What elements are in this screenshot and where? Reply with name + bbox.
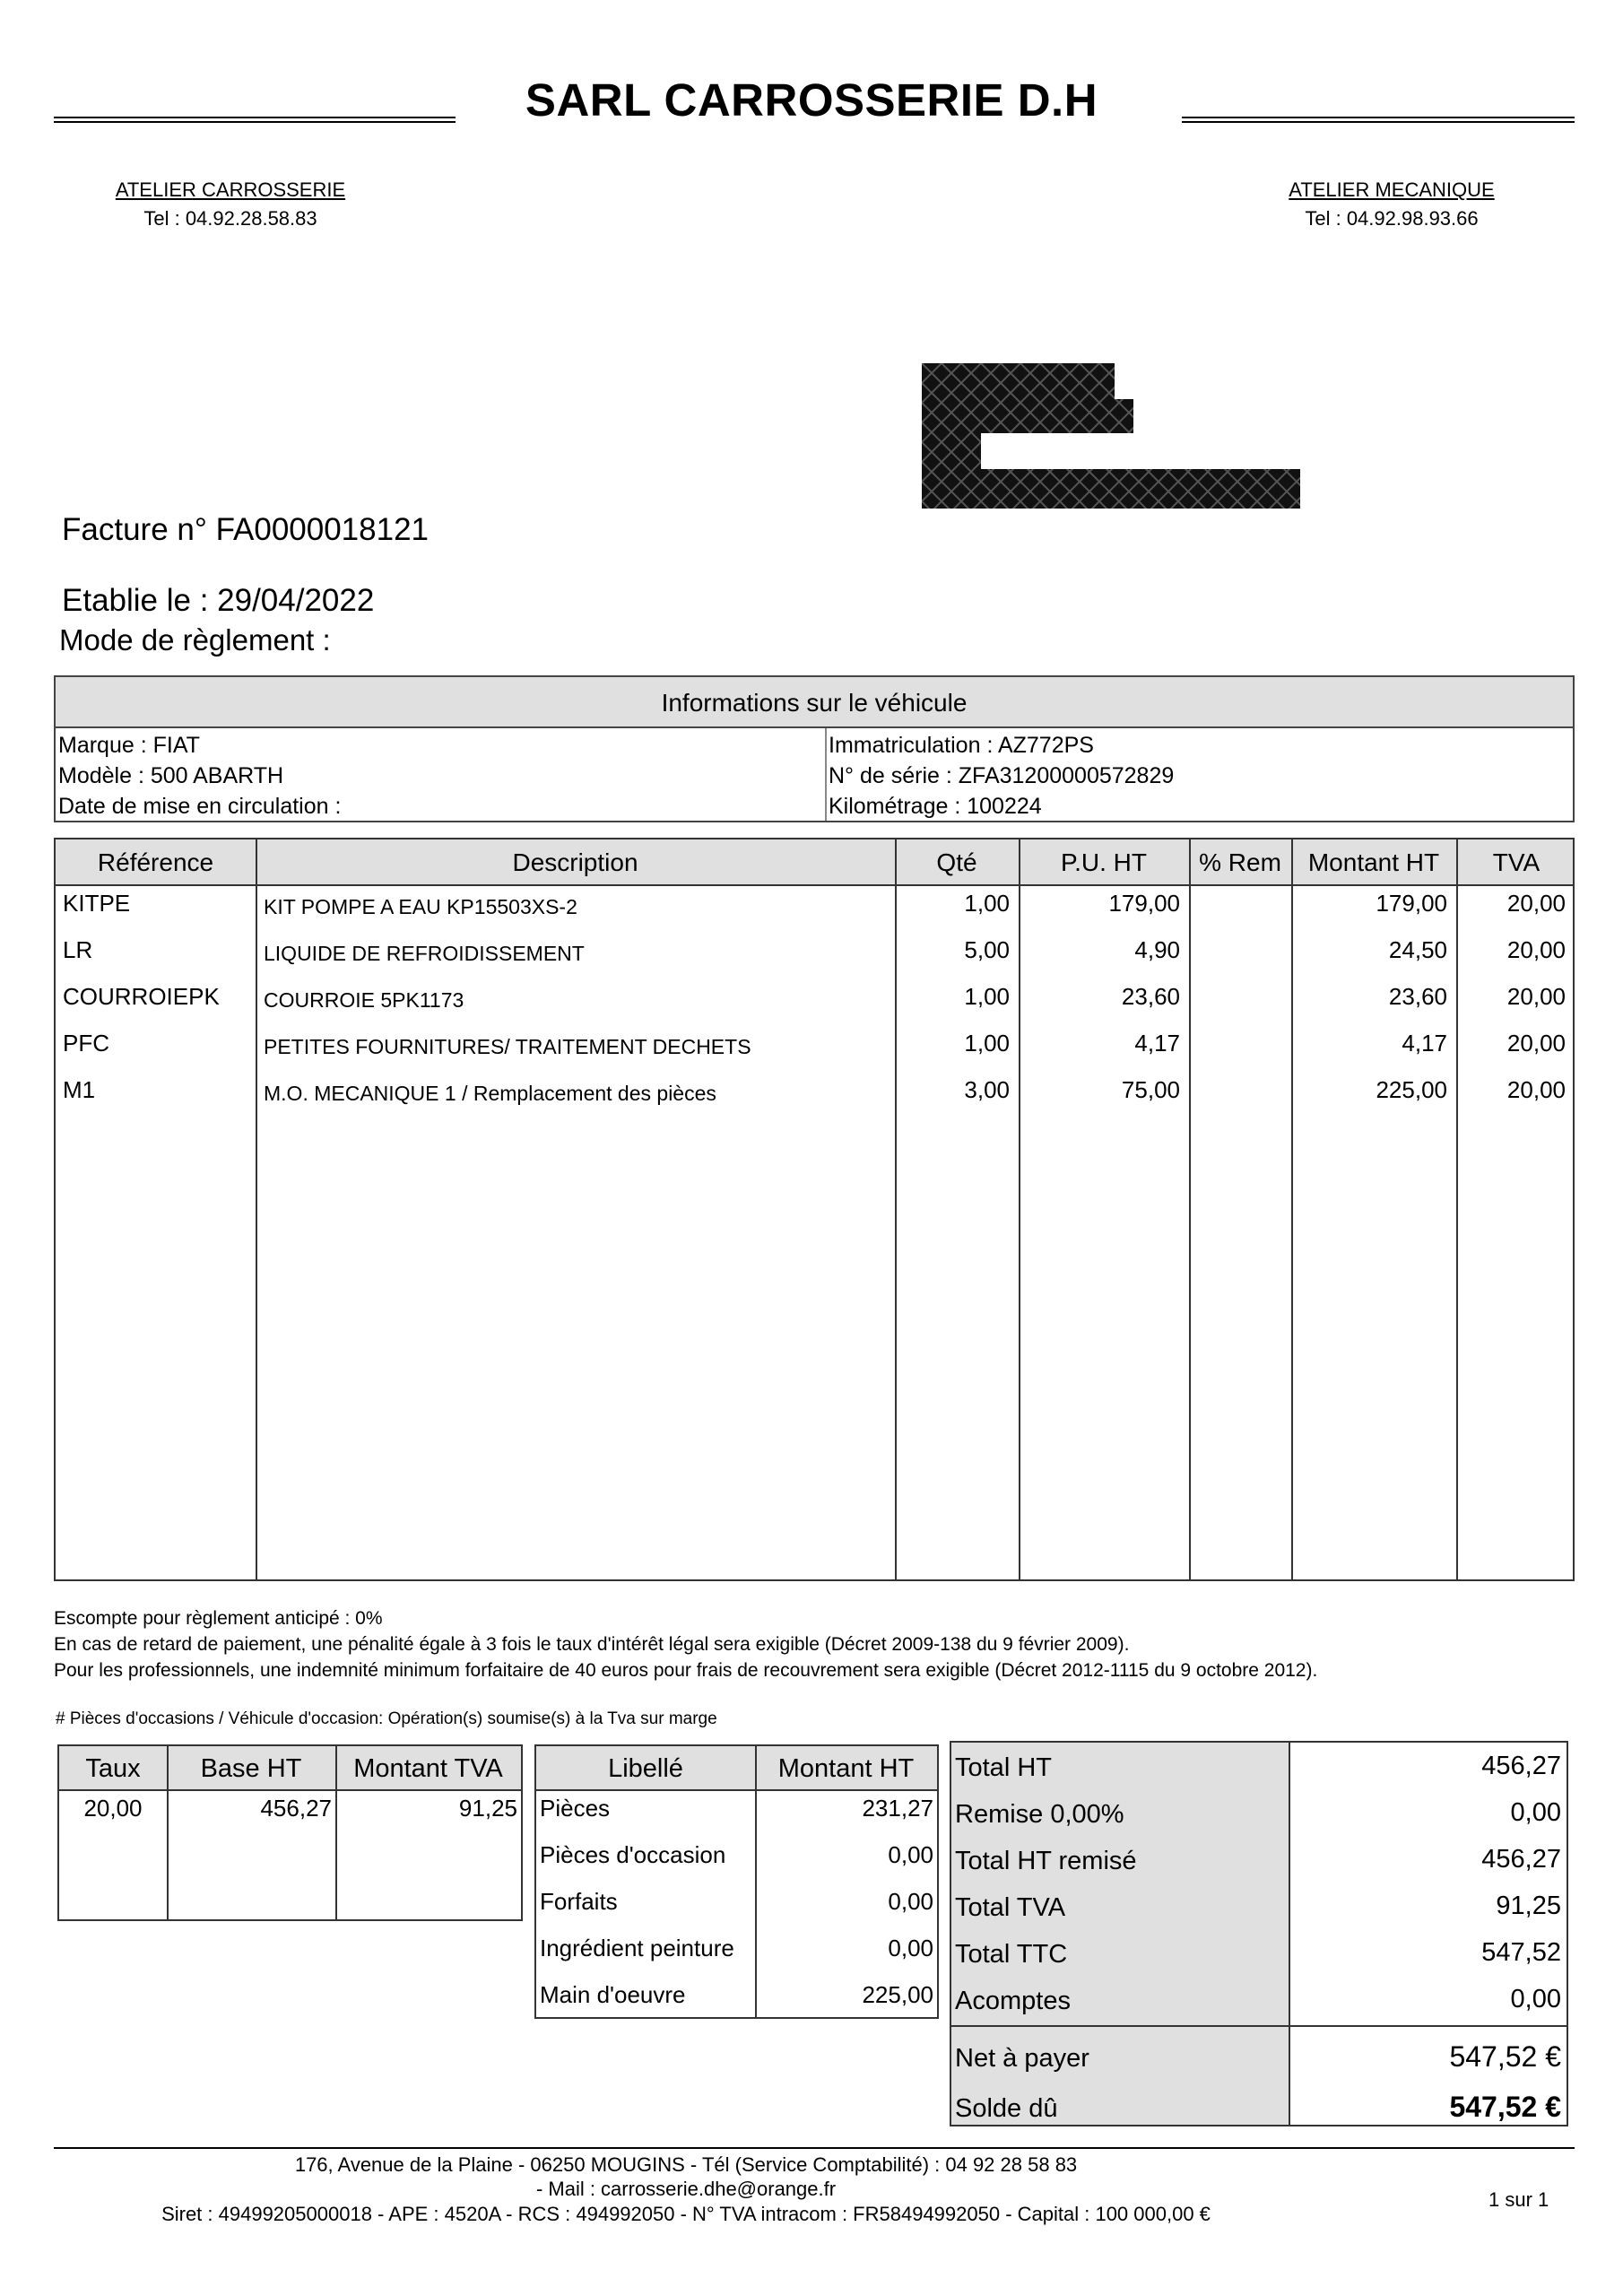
totals-separator <box>951 2025 1567 2027</box>
items-table-header <box>56 839 1573 886</box>
item-unit-price: 75,00 <box>1121 1076 1180 1103</box>
invoice-date: Etablie le : 29/04/2022 <box>62 583 375 618</box>
item-description: COURROIE 5PK1173 <box>264 988 464 1012</box>
header-vat-amount: Montant TVA <box>353 1754 503 1783</box>
redacted-customer-address <box>922 363 1300 509</box>
totals-row <box>951 1789 1567 1836</box>
payment-mode: Mode de règlement : <box>59 623 331 657</box>
item-amount: 23,60 <box>1388 983 1447 1010</box>
workshop-mechanics-phone: Tel : 04.92.98.93.66 <box>1305 207 1479 230</box>
total-ttc-label: Total TTC <box>955 1940 1068 1969</box>
item-reference: M1 <box>63 1076 96 1103</box>
breakdown-amount: 0,00 <box>888 1888 933 1915</box>
total-ht-value: 456,27 <box>1481 1752 1561 1780</box>
totals-table <box>950 1741 1568 2126</box>
workshop-bodywork <box>42 178 419 230</box>
vehicle-right-column <box>826 730 1174 821</box>
header-reference: Référence <box>97 848 214 876</box>
workshop-bodywork-phone: Tel : 04.92.28.58.83 <box>143 207 317 230</box>
totals-row <box>951 1836 1567 1883</box>
item-vat: 20,00 <box>1506 936 1566 963</box>
header-vat: TVA <box>1492 848 1541 876</box>
item-reference: KITPE <box>63 890 131 917</box>
item-reference: LR <box>63 936 93 963</box>
workshop-mechanics-name: ATELIER MECANIQUE <box>1289 178 1495 201</box>
balance-due-label: Solde dû <box>955 2094 1058 2123</box>
deposits-value: 0,00 <box>1510 1985 1561 2013</box>
item-description: KIT POMPE A EAU KP15503XS-2 <box>264 895 577 918</box>
workshop-mechanics <box>1203 178 1580 230</box>
used-parts-note: # Pièces d'occasions / Véhicule d'occasion: Opération(s) soumise(s) à la Tva sur marge <box>56 1709 717 1728</box>
footer-legal: Siret : 49499205000018 - APE : 4520A - RCS : 494992050 - N° TVA intracom : FR58494992050 - Capital : 100 000,00 € <box>161 2203 1211 2225</box>
total-vat-label: Total TVA <box>955 1893 1066 1922</box>
totals-row <box>951 1929 1567 1976</box>
invoice-number: Facture n° FA0000018121 <box>62 512 430 547</box>
table-row <box>56 1026 1573 1073</box>
header-description: Description <box>512 848 638 876</box>
professional-fee-note: Pour les professionnels, une indemnité minimum forfaitaire de 40 euros pour frais de recouvrement sera exigible (Décret 2012-1115 du 9 octobre 2012). <box>54 1660 1318 1681</box>
vehicle-mileage: Kilométrage : 100224 <box>829 794 1042 819</box>
discount-label: Remise 0,00% <box>955 1800 1124 1829</box>
table-row <box>56 979 1573 1026</box>
item-description: PETITES FOURNITURES/ TRAITEMENT DECHETS <box>264 1035 751 1058</box>
item-amount: 225,00 <box>1376 1076 1447 1103</box>
vehicle-vin: N° de série : ZFA31200000572829 <box>829 763 1175 788</box>
vat-amount-value: 91,25 <box>458 1795 517 1822</box>
item-vat: 20,00 <box>1506 983 1566 1010</box>
item-quantity: 1,00 <box>964 1030 1010 1057</box>
vehicle-brand: Marque : FIAT <box>58 733 200 758</box>
table-row <box>56 933 1573 979</box>
totals-row <box>951 2030 1567 2082</box>
vat-col-divider <box>167 1746 169 1919</box>
item-quantity: 5,00 <box>964 936 1010 963</box>
header-quantity: Qté <box>936 848 977 876</box>
vehicle-plate: Immatriculation : AZ772PS <box>829 733 1094 758</box>
breakdown-col-divider <box>755 1746 757 2017</box>
item-description: M.O. MECANIQUE 1 / Remplacement des pièces <box>264 1082 716 1105</box>
breakdown-amount: 0,00 <box>888 1841 933 1868</box>
breakdown-label: Pièces d'occasion <box>540 1841 726 1868</box>
item-unit-price: 23,60 <box>1121 983 1180 1010</box>
vat-summary-table <box>57 1744 523 1921</box>
item-vat: 20,00 <box>1506 1076 1566 1103</box>
footer-address: 176, Avenue de la Plaine - 06250 MOUGINS - Tél (Service Comptabilité) : 04 92 28 58 83 <box>294 2153 1078 2176</box>
header-label: Libellé <box>608 1754 683 1783</box>
table-row <box>56 1073 1573 1119</box>
late-payment-note: En cas de retard de paiement, une pénalité égale à 3 fois le taux d'intérêt légal sera exigible (Décret 2009-138 du 9 février 2009). <box>54 1634 1130 1655</box>
vat-rate-value: 20,00 <box>83 1795 143 1822</box>
totals-row <box>951 1883 1567 1929</box>
header-amount-ht: Montant HT <box>777 1754 915 1783</box>
breakdown-table-header <box>536 1746 937 1791</box>
item-description: LIQUIDE DE REFROIDISSEMENT <box>264 942 585 965</box>
totals-row <box>951 1976 1567 2022</box>
discount-value: 0,00 <box>1510 1798 1561 1827</box>
balance-due-value: 547,52 € <box>1449 2091 1561 2123</box>
table-row <box>56 886 1573 933</box>
item-unit-price: 4,17 <box>1134 1030 1180 1057</box>
vehicle-info-box <box>54 675 1575 822</box>
vat-table-header <box>59 1746 521 1791</box>
footer-rule <box>54 2147 1575 2149</box>
breakdown-amount: 231,27 <box>862 1795 933 1822</box>
footer-mail: - Mail : carrosserie.dhe@orange.fr <box>535 2178 837 2200</box>
total-ht-discounted-value: 456,27 <box>1481 1845 1561 1874</box>
company-name: SARL CARROSSERIE D.H <box>525 74 1098 126</box>
item-amount: 4,17 <box>1402 1030 1447 1057</box>
vehicle-model: Modèle : 500 ABARTH <box>58 763 284 788</box>
vehicle-first-registration: Date de mise en circulation : <box>58 794 342 819</box>
item-unit-price: 179,00 <box>1108 890 1180 917</box>
deposits-label: Acomptes <box>955 1987 1071 2015</box>
item-quantity: 1,00 <box>964 983 1010 1010</box>
vehicle-info-header: Informations sur le véhicule <box>56 677 1573 728</box>
item-unit-price: 4,90 <box>1134 936 1180 963</box>
header-vat-rate: Taux <box>85 1754 141 1783</box>
item-amount: 24,50 <box>1388 936 1447 963</box>
workshop-bodywork-name: ATELIER CARROSSERIE <box>115 178 346 201</box>
breakdown-label: Main d'oeuvre <box>540 1981 686 2008</box>
totals-row <box>951 1743 1567 1789</box>
breakdown-amount: 225,00 <box>862 1981 933 2008</box>
breakdown-label: Ingrédient peinture <box>540 1935 734 1961</box>
net-to-pay-label: Net à payer <box>955 2044 1089 2073</box>
discount-note: Escompte pour règlement anticipé : 0% <box>54 1608 383 1629</box>
vat-base-value: 456,27 <box>260 1795 332 1822</box>
totals-row <box>951 2082 1567 2128</box>
page-number: 1 sur 1 <box>1488 2188 1549 2211</box>
item-vat: 20,00 <box>1506 890 1566 917</box>
breakdown-amount: 0,00 <box>888 1935 933 1961</box>
total-vat-value: 91,25 <box>1496 1892 1561 1920</box>
item-quantity: 1,00 <box>964 890 1010 917</box>
vehicle-left-column <box>56 730 341 821</box>
breakdown-label: Pièces <box>540 1795 611 1822</box>
item-quantity: 3,00 <box>964 1076 1010 1103</box>
header-unit-price: P.U. HT <box>1061 848 1147 876</box>
breakdown-label: Forfaits <box>540 1888 618 1915</box>
item-amount: 179,00 <box>1376 890 1447 917</box>
items-table <box>54 838 1575 1581</box>
item-reference: COURROIEPK <box>63 983 220 1010</box>
header-amount: Montant HT <box>1307 848 1440 876</box>
total-ht-label: Total HT <box>955 1753 1052 1782</box>
header-vat-base: Base HT <box>200 1754 302 1783</box>
header-discount: % Rem <box>1199 848 1281 876</box>
breakdown-table <box>534 1744 939 2019</box>
total-ttc-value: 547,52 <box>1481 1938 1561 1967</box>
item-reference: PFC <box>63 1030 109 1057</box>
net-to-pay-value: 547,52 € <box>1449 2040 1561 2073</box>
total-ht-discounted-label: Total HT remisé <box>955 1847 1137 1875</box>
item-vat: 20,00 <box>1506 1030 1566 1057</box>
vat-col-divider <box>335 1746 337 1919</box>
